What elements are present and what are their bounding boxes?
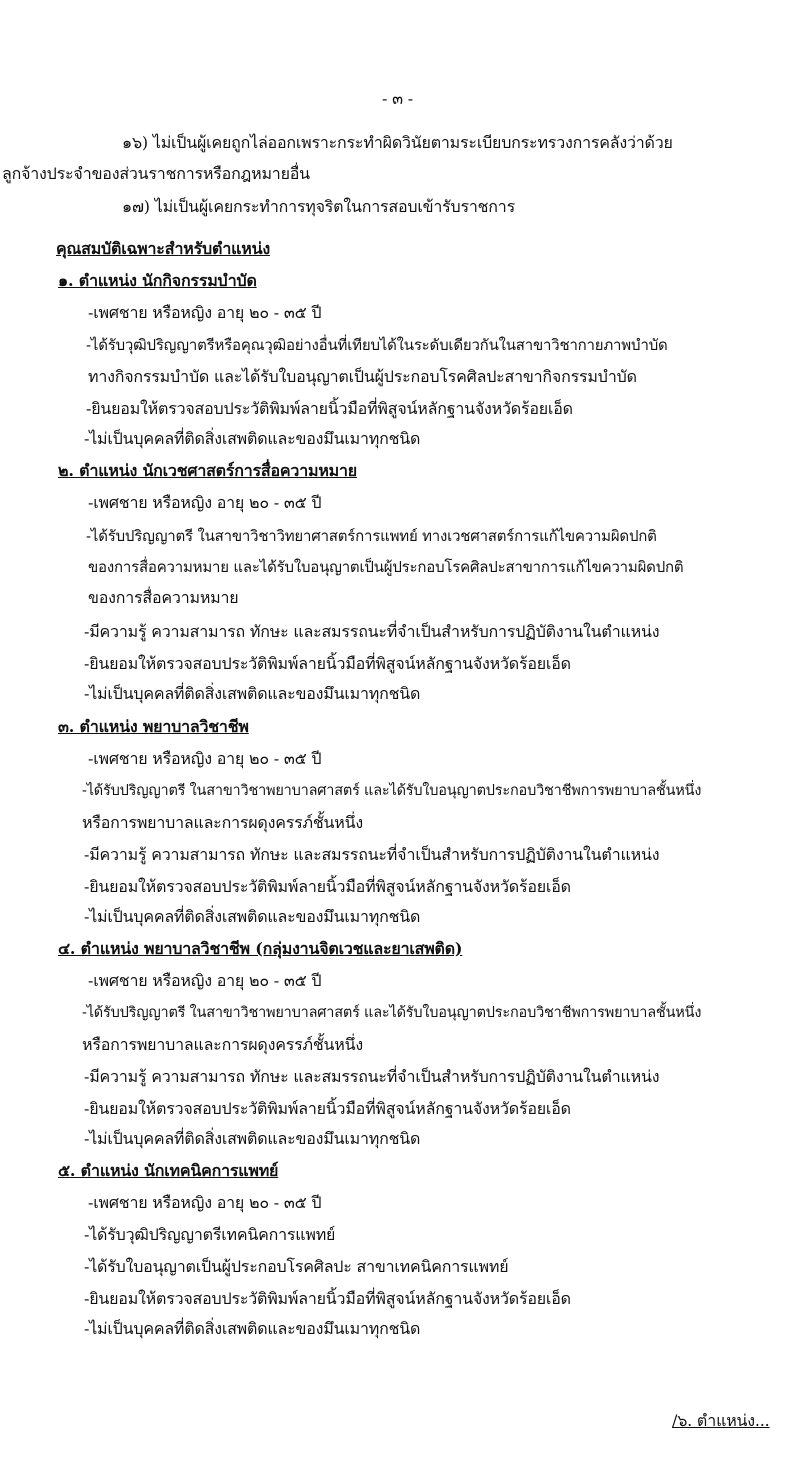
position-line: -ยินยอมให้ตรวจสอบประวัติพิมพ์ลายนิ้วมือที่พิสูจน์หลักฐานจังหวัดร้อยเอ็ด [84, 1289, 571, 1308]
position-line: -เพศชาย หรือหญิง อายุ ๒๐ - ๓๕ ปี [88, 971, 322, 990]
position-line: ของการสื่อความหมาย และได้รับใบอนุญาตเป็นผู้ประกอบโรคศิลปะสาขาการแก้ไขความผิดปกติ [88, 558, 684, 576]
position-heading: ๕. ตำแหน่ง นักเทคนิคการแพทย์ [58, 1161, 279, 1180]
position-line: ทางกิจกรรมบำบัด และได้รับใบอนุญาตเป็นผู้ประกอบโรคศิลปะสาขากิจกรรมบำบัด [88, 367, 637, 386]
position-line: -ได้รับใบอนุญาตเป็นผู้ประกอบโรคศิลปะ สาขาเทคนิคการแพทย์ [84, 1257, 509, 1276]
position-line: -ได้รับปริญญาตรี ในสาขาวิชาพยาบาลศาสตร์ และได้รับใบอนุญาตประกอบวิชาชีพการพยาบาลชั้นหนึ่ง [82, 1005, 702, 1021]
position-line: -มีความรู้ ความสามารถ ทักษะ และสมรรถนะที่จำเป็นสำหรับการปฏิบัติงานในตำแหน่ง [84, 1067, 660, 1086]
position-heading: ๔. ตำแหน่ง พยาบาลวิชาชีพ (กลุ่มงานจิตเวชและยาเสพติด) [58, 939, 463, 958]
position-line: -เพศชาย หรือหญิง อายุ ๒๐ - ๓๕ ปี [88, 303, 322, 322]
position-line: -ได้รับปริญญาตรี ในสาขาวิชาพยาบาลศาสตร์ และได้รับใบอนุญาตประกอบวิชาชีพการพยาบาลชั้นหนึ่ง [82, 783, 702, 799]
position-line: -ไม่เป็นบุคคลที่ติดสิ่งเสพติดและของมึนเมาทุกชนิด [84, 907, 421, 926]
section-title: คุณสมบัติเฉพาะสำหรับตำแหน่ง [56, 239, 270, 258]
position-line: -ไม่เป็นบุคคลที่ติดสิ่งเสพติดและของมึนเมาทุกชนิด [84, 1319, 421, 1338]
position-line: ของการสื่อความหมาย [88, 588, 239, 607]
position-line: -ยินยอมให้ตรวจสอบประวัติพิมพ์ลายนิ้วมือที่พิสูจน์หลักฐานจังหวัดร้อยเอ็ด [84, 1099, 571, 1118]
page-number: - ๓ - [382, 89, 413, 108]
position-line: -มีความรู้ ความสามารถ ทักษะ และสมรรถนะที่จำเป็นสำหรับการปฏิบัติงานในตำแหน่ง [84, 845, 660, 864]
position-line: -ไม่เป็นบุคคลที่ติดสิ่งเสพติดและของมึนเมาทุกชนิด [84, 429, 421, 448]
position-heading: ๒. ตำแหน่ง นักเวชศาสตร์การสื่อความหมาย [58, 461, 357, 480]
position-line: -ยินยอมให้ตรวจสอบประวัติพิมพ์ลายนิ้วมือที่พิสูจน์หลักฐานจังหวัดร้อยเอ็ด [84, 654, 571, 673]
position-line: -เพศชาย หรือหญิง อายุ ๒๐ - ๓๕ ปี [88, 1193, 322, 1212]
item-16-line-1: ๑๖) ไม่เป็นผู้เคยถูกไล่ออกเพราะกระทำผิดวินัยตามระเบียบกระทรวงการคลังว่าด้วย [122, 133, 673, 152]
continuation-note: /๖. ตำแหน่ง... [672, 1411, 770, 1430]
position-line: -มีความรู้ ความสามารถ ทักษะ และสมรรถนะที่จำเป็นสำหรับการปฏิบัติงานในตำแหน่ง [84, 622, 660, 641]
position-line: -เพศชาย หรือหญิง อายุ ๒๐ - ๓๕ ปี [88, 749, 322, 768]
position-line: หรือการพยาบาลและการผดุงครรภ์ชั้นหนึ่ง [82, 1035, 363, 1054]
position-line: -ได้รับวุฒิปริญญาตรีเทคนิคการแพทย์ [84, 1225, 336, 1244]
position-line: -ไม่เป็นบุคคลที่ติดสิ่งเสพติดและของมึนเมาทุกชนิด [84, 1129, 421, 1148]
position-line: -ได้รับปริญญาตรี ในสาขาวิชาวิทยาศาสตร์การแพทย์ ทางเวชศาสตร์การแก้ไขความผิดปกติ [86, 527, 657, 545]
item-16-line-2: ลูกจ้างประจำของส่วนราชการหรือกฎหมายอื่น [2, 164, 310, 183]
position-heading: ๓. ตำแหน่ง พยาบาลวิชาชีพ [58, 717, 249, 736]
position-line: -ยินยอมให้ตรวจสอบประวัติพิมพ์ลายนิ้วมือที่พิสูจน์หลักฐานจังหวัดร้อยเอ็ด [86, 399, 573, 418]
item-17: ๑๗) ไม่เป็นผู้เคยกระทำการทุจริตในการสอบเข้ารับราชการ [122, 197, 515, 216]
position-line: หรือการพยาบาลและการผดุงครรภ์ชั้นหนึ่ง [82, 813, 363, 832]
position-line: -เพศชาย หรือหญิง อายุ ๒๐ - ๓๕ ปี [88, 493, 322, 512]
position-heading: ๑. ตำแหน่ง นักกิจกรรมบำบัด [58, 271, 257, 290]
position-line: -ไม่เป็นบุคคลที่ติดสิ่งเสพติดและของมึนเมาทุกชนิด [84, 684, 421, 703]
position-line: -ยินยอมให้ตรวจสอบประวัติพิมพ์ลายนิ้วมือที่พิสูจน์หลักฐานจังหวัดร้อยเอ็ด [84, 877, 571, 896]
position-line: -ได้รับวุฒิปริญญาตรีหรือคุณวุฒิอย่างอื่นที่เทียบได้ในระดับเดียวกันในสาขาวิชากายภาพบำบัด [86, 336, 668, 354]
